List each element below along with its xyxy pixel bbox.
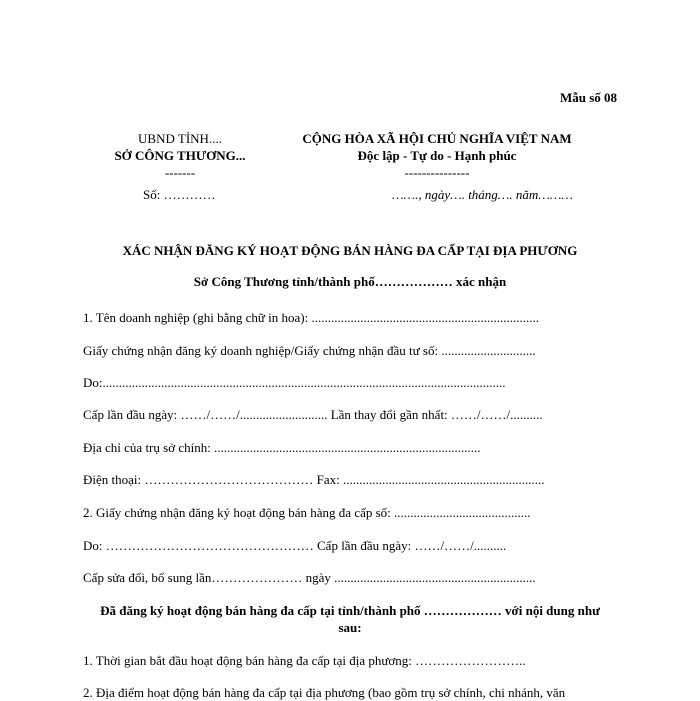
document-number: Số: ………… bbox=[143, 187, 216, 202]
mlm-issued-by-line: Do: ………………………………………… Cấp lần đầu ngày: ……/……/.......... bbox=[83, 538, 507, 553]
start-time-item: 1. Thời gian bắt đầu hoạt động bán hàng đa cấp tại địa phương: …………………….. bbox=[83, 653, 526, 668]
header-left bbox=[100, 130, 260, 181]
company-name-line: 1. Tên doanh nghiệp (ghi bằng chữ in hoa): ...................................................................... bbox=[83, 310, 539, 325]
department-name: SỞ CÔNG THƯƠNG... bbox=[114, 148, 246, 163]
mlm-certificate-line: 2. Giấy chứng nhận đăng ký hoạt động bán hàng đa cấp số: .......................................... bbox=[83, 505, 531, 520]
document-title: XÁC NHẬN ĐĂNG KÝ HOẠT ĐỘNG BÁN HÀNG ĐA CẤP TẠI ĐỊA PHƯƠNG bbox=[122, 243, 578, 258]
national-motto: Độc lập - Tự do - Hạnh phúc bbox=[357, 148, 517, 163]
header-right-separator: --------------- bbox=[404, 165, 470, 180]
business-registration-line: Giấy chứng nhận đăng ký doanh nghiệp/Giấy chứng nhận đầu tư số: ............................. bbox=[83, 343, 536, 358]
head-office-address-line: Địa chỉ của trụ sở chính: .................................................................................. bbox=[83, 440, 481, 455]
registered-statement bbox=[0, 602, 700, 636]
header-left-separator: ------- bbox=[164, 165, 196, 180]
phone-fax-line: Điện thoại: ………………………………… Fax: .............................................................. bbox=[83, 472, 545, 487]
issued-by-line: Do:............................................................................................................................ bbox=[83, 375, 506, 390]
registered-line-2: sau: bbox=[338, 620, 362, 635]
national-title: CỘNG HÒA XÃ HỘI CHỦ NGHĨA VIỆT NAM bbox=[302, 131, 572, 146]
first-issued-date-line: Cấp lần đầu ngày: ……/……/........................... Lần thay đổi gần nhất: ……/……/.......... bbox=[83, 407, 543, 422]
amendment-line: Cấp sửa đổi, bổ sung lần………………… ngày .............................................................. bbox=[83, 570, 536, 585]
province-committee: UBND TỈNH.... bbox=[138, 131, 222, 146]
date-line: ……., ngày…. tháng…. năm……… bbox=[392, 187, 573, 202]
form-number: Mẫu số 08 bbox=[559, 90, 617, 105]
registered-line-1: Đã đăng ký hoạt động bán hàng đa cấp tại tỉnh/thành phố ……………… với nội dung như bbox=[100, 603, 600, 618]
header-right bbox=[272, 130, 602, 181]
location-item: 2. Địa điểm hoạt động bán hàng đa cấp tại địa phương (bao gồm trụ sở chính, chi nhánh, văn bbox=[83, 685, 566, 700]
document-subtitle: Sở Công Thương tỉnh/thành phố……………… xác nhận bbox=[193, 274, 507, 289]
